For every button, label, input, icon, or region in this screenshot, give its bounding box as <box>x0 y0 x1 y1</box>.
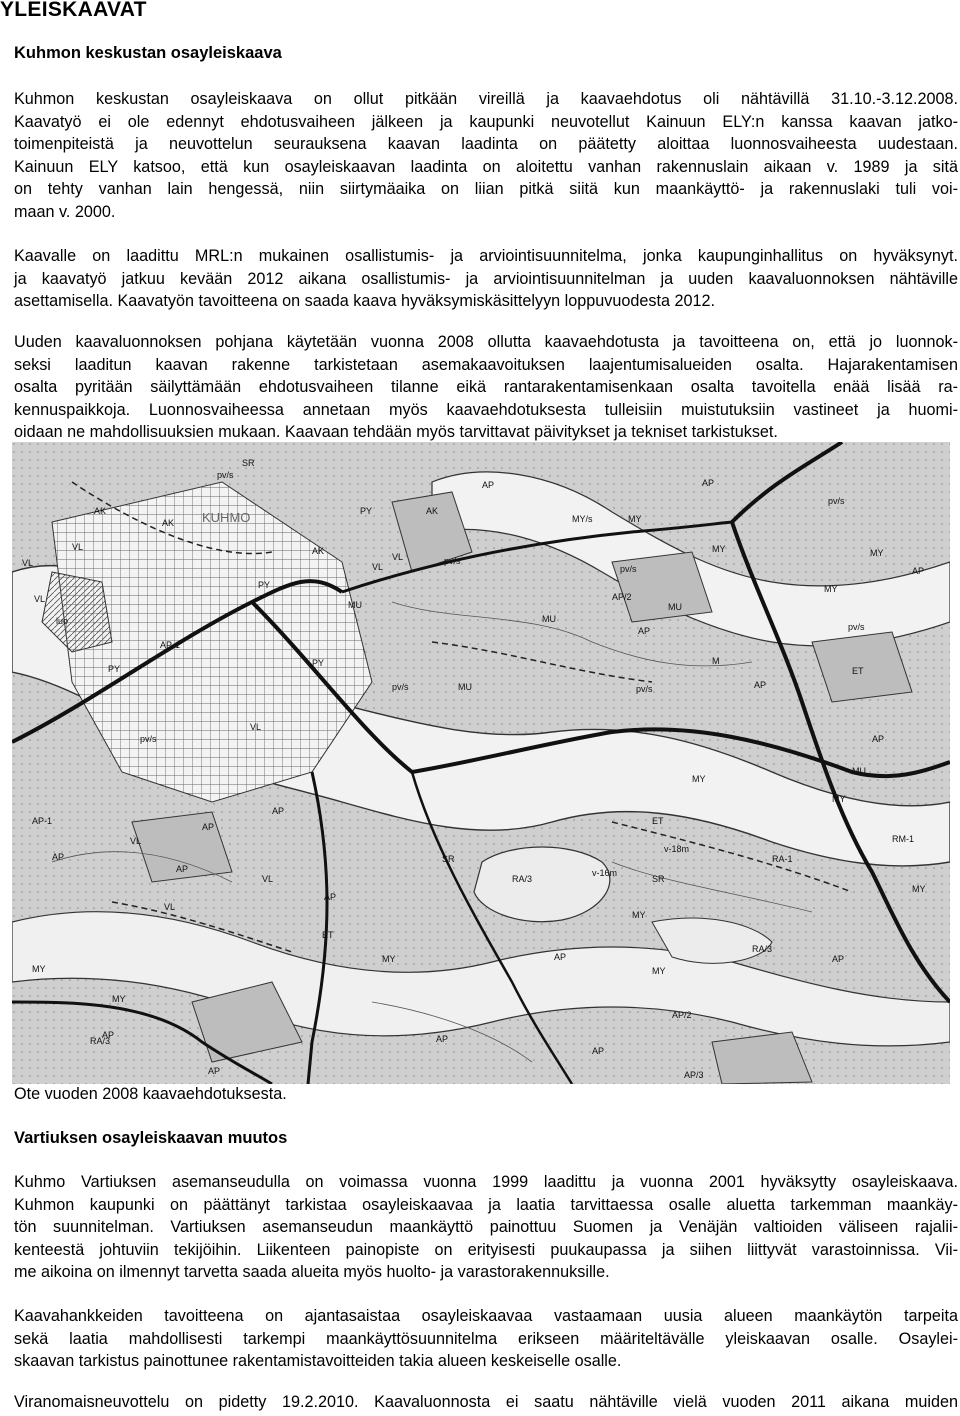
map-zone-label: AK <box>312 546 325 556</box>
map-zone-label: pv/s <box>140 734 157 744</box>
map-zone-label: MY <box>912 884 926 894</box>
map-zone-label: PY <box>258 580 271 590</box>
map-zone-label: VL <box>34 594 46 604</box>
text-line: Kuhmon kaupunki on päättänyt tarkistaa osayleiskaavaa ja laatia tarvittaessa osalle aluetta tarkemman maankäy- <box>14 1195 958 1214</box>
map-zone-label: M <box>712 656 720 666</box>
map-zone-label: AP <box>832 954 845 964</box>
map-zone-label: ET <box>652 816 664 826</box>
map-zone-label: AP <box>554 952 567 962</box>
map-zone-label: AP <box>102 1030 115 1040</box>
text-line: sekä laatia mahdollisesti tarkempi maankäyttösuunnitelma erikseen määriteltävälle yleiskaavan osalle. Osaylei- <box>14 1329 958 1348</box>
map-zone-label: SR <box>242 458 255 468</box>
paragraph-s2-3 <box>14 1391 958 1414</box>
map-zone-label: RA-1 <box>772 854 793 864</box>
text-line: oidaan ne mahdollisuuksien mukaan. Kaavaan tehdään myös tarvittavat päivitykset ja tekniset tarkistukset. <box>14 423 778 442</box>
text-line: kenteestä johtuviin tekijöihin. Liikenteen painopiste on erityisesti puukaupassa ja siihen liittyvät varastoinnissa. Vii- <box>14 1240 958 1259</box>
map-zone-label: RA/3 <box>752 944 773 954</box>
zoning-map-svg <box>12 442 950 1084</box>
map-zone-label: MY <box>32 964 46 974</box>
map-zone-label: MU <box>852 766 866 776</box>
text-line: Kainuun ELY katsoo, että kun osayleiskaavan laadinta on aloitettu vanhan rakennuslain aikaan v. 1989 ja sitä <box>14 157 958 176</box>
map-zone-label: AP/2 <box>612 592 632 602</box>
map-zone-label: AP <box>482 480 495 490</box>
map-zone-label: ET <box>852 666 864 676</box>
text-line: osalta pyritään säilyttämään ehdotusvaiheen tilanne eikä rantarakentamisenkaan osalta tavoitella enää lisää ra- <box>14 378 958 397</box>
text-line: toimenpiteistä ja neuvottelun seurauksena kaavan laadinta on päätetty aloittaa luonnosvaiheesta uudestaan. <box>14 135 958 154</box>
map-zone-label: AP <box>52 852 65 862</box>
map-zone-label: VL <box>372 562 384 572</box>
map-zone-label: MU <box>348 600 362 610</box>
map-zone-label: AP <box>912 566 925 576</box>
map-zone-label: v-16m <box>592 868 618 878</box>
map-zone-label: PY <box>312 658 325 668</box>
text-line: tön suunnitelman. Vartiuksen asemanseudun maankäyttö painottuu Suomen ja Venäjän valtioiden väliseen rajalii- <box>14 1218 958 1237</box>
map-zone-label: SR <box>652 874 665 884</box>
map-zone-label: pv/s <box>848 622 865 632</box>
map-zone-label: MY <box>382 954 396 964</box>
map-zone-label: pv/s <box>636 684 653 694</box>
text-line: kennuspaikkoja. Luonnosvaiheessa annetaan myös kaavaehdotuksesta tulleisiin muistutuksiin vastineet ja huomi- <box>14 400 958 419</box>
map-zone-label: AP <box>272 806 285 816</box>
section-heading-kuhmo: Kuhmon keskustan osayleiskaava <box>14 44 282 62</box>
text-line: on tehty vanhan lain hengessä, niin siirtymäaika on liian pitkä siitä kun maankäyttö- ja rakennuslaki tuli voi- <box>14 180 958 199</box>
map-zone-label: AP <box>436 1034 449 1044</box>
text-line: Kuhmo Vartiuksen asemanseudulla on voimassa vuonna 1999 laadittu ja vuonna 2001 hyväksytty osayleiskaava. <box>14 1173 958 1191</box>
map-zone-label: AP <box>202 822 215 832</box>
map-zone-label: AK <box>94 506 107 516</box>
map-zone-label: AP <box>592 1046 605 1056</box>
map-zone-label: AP <box>324 892 337 902</box>
map-place-label: KUHMO <box>202 510 251 525</box>
map-zone-label: RA/3 <box>512 874 533 884</box>
map-zone-label: MY <box>832 794 846 804</box>
map-zone-label: AP <box>208 1066 221 1076</box>
map-zone-label: VL <box>392 552 404 562</box>
map-zone-label: luo <box>56 616 69 626</box>
map-zone-label: MU <box>668 602 682 612</box>
map-zone-label: AP-1 <box>160 640 181 650</box>
map-zone-label: AP <box>754 680 767 690</box>
map-zone-label: SR <box>442 854 455 864</box>
map-zone-label: MY/s <box>572 514 593 524</box>
map-zone-label: RM-1 <box>892 834 914 844</box>
map-zone-label: AP <box>702 478 715 488</box>
map-zone-label: AK <box>162 518 175 528</box>
map-zone-label: pv/s <box>620 564 637 574</box>
map-caption: Ote vuoden 2008 kaavaehdotuksesta. <box>14 1085 287 1103</box>
section-heading-vartius: Vartiuksen osayleiskaavan muutos <box>14 1129 288 1147</box>
map-zone-label: ET <box>322 930 334 940</box>
map-zone-label: AP/2 <box>672 1010 692 1020</box>
map-zone-label: VL <box>250 722 262 732</box>
text-line: me aikoina on ilmennyt tarvetta saada alueita myös huolto- ja varastorakennuksille. <box>14 1263 610 1282</box>
map-zone-label: VL <box>262 874 274 884</box>
text-line: seksi laaditun kaavan rakenne tarkistetaan asemakaavoituksen laajentumisalueiden osalta. Hajarakentamisen <box>14 355 958 374</box>
map-zone-label: MY <box>824 584 838 594</box>
paragraph-s1-3 <box>14 331 958 444</box>
paragraph-s1-1 <box>14 88 958 224</box>
map-zone-label: v-18m <box>664 844 690 854</box>
map-zone-label: MY <box>112 994 126 1004</box>
page-title: YLEISKAAVAT <box>0 0 147 21</box>
map-zone-label: MY <box>870 548 884 558</box>
map-zone-label: PY <box>360 506 373 516</box>
text-line: Viranomaisneuvottelu on pidetty 19.2.2010. Kaavaluonnosta ei saatu nähtäville vielä vuoden 2011 aikana muiden <box>14 1393 958 1411</box>
map-zone-label: VL <box>72 542 84 552</box>
map-zone-label: VL <box>164 902 176 912</box>
map-zone-label: MY <box>652 966 666 976</box>
map-zone-label: AK <box>426 506 439 516</box>
zoning-map-image <box>12 442 950 1084</box>
text-line: Kuhmon keskustan osayleiskaava on ollut pitkään vireillä ja kaavaehdotus oli nähtävillä 31.10.-3.12.2008. <box>14 90 958 108</box>
text-line: asettamisella. Kaavatyön tavoitteena on saada kaava hyväksymiskäsittelyyn loppuvuodesta 2012. <box>14 292 715 311</box>
map-zone-label: MY <box>712 544 726 554</box>
map-zone-label: AP-1 <box>32 816 53 826</box>
map-zone-label: VL <box>22 558 34 568</box>
paragraph-s2-1 <box>14 1171 958 1284</box>
map-zone-label: VL <box>130 836 142 846</box>
map-zone-label: MY <box>632 910 646 920</box>
map-zone-label: pv/s <box>392 682 409 692</box>
map-zone-label: AP <box>872 734 885 744</box>
text-line: skaavan tarkistus painottunee rakentamistavoitteiden takia alueen keskeiselle osalle. <box>14 1352 622 1371</box>
map-zone-label: RA/3 <box>90 1036 111 1046</box>
map-zone-label: MU <box>458 682 472 692</box>
map-zone-label: AP <box>638 626 651 636</box>
map-zone-label: AP/3 <box>684 1070 704 1080</box>
map-zone-label: pv/s <box>217 470 234 480</box>
map-zone-label: AP <box>176 864 189 874</box>
paragraph-s1-2 <box>14 245 958 313</box>
map-zone-label: pv/s <box>828 496 845 506</box>
map-zone-label: MY <box>692 774 706 784</box>
map-zone-label: pv/s <box>444 556 461 566</box>
map-zone-label: MU <box>542 614 556 624</box>
text-line: Kaavatyö ei ole edennyt ehdotusvaiheen jälkeen ja kaupunki neuvotellut Kainuun ELY:n kanssa kaavan jatko- <box>14 112 958 131</box>
text-line: ja kaavatyö jatkuu kevään 2012 aikana osallistumis- ja arviointisuunnitelman ja uuden kaavaluonnoksen nähtäville <box>14 269 958 288</box>
text-line: maan v. 2000. <box>14 202 116 221</box>
text-line: Uuden kaavaluonnoksen pohjana käytetään vuonna 2008 ollutta kaavaehdotusta ja tavoitteena on, että jo luonnok- <box>14 333 958 351</box>
paragraph-s2-2 <box>14 1305 958 1373</box>
text-line: Kaavahankkeiden tavoitteena on ajantasaistaa osayleiskaavaa vastaamaan uusia alueen maankäytön tarpeita <box>14 1307 958 1325</box>
map-zone-label: MY <box>628 514 642 524</box>
text-line: Kaavalle on laadittu MRL:n mukainen osallistumis- ja arviointisuunnitelma, jonka kaupunginhallitus on hyväksynyt. <box>14 247 958 265</box>
map-zone-label: PY <box>108 664 121 674</box>
